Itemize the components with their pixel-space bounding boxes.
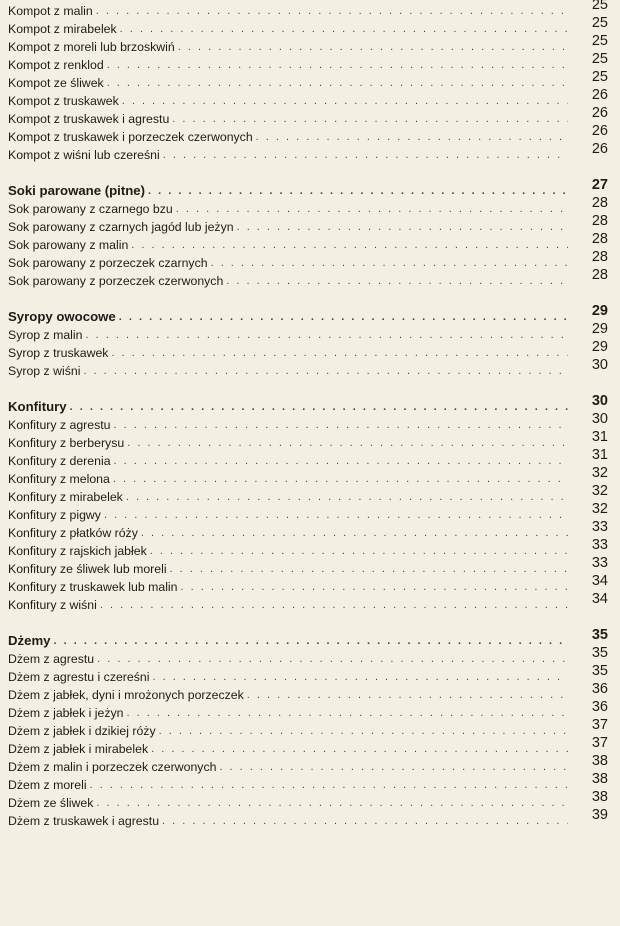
toc-entry <box>8 231 608 252</box>
section-spacer <box>8 162 608 180</box>
dot-leader <box>178 40 568 54</box>
entry-title: Kompot z truskawek i porzeczek czerwonych <box>8 130 253 144</box>
entry-title: Kompot z wiśni lub czereśni <box>8 148 160 162</box>
entry-page: 25 <box>591 0 608 13</box>
toc-entry <box>8 321 608 342</box>
section-page: 35 <box>591 627 608 643</box>
entry-title: Kompot z moreli lub brzoskwiń <box>8 40 175 54</box>
dot-leader <box>96 796 568 810</box>
entry-title: Konfitury z płatków róży <box>8 526 138 540</box>
dot-leader <box>176 202 568 216</box>
entry-title: Konfitury z agrestu <box>8 418 111 432</box>
toc-entry <box>8 195 608 216</box>
entry-page: 33 <box>591 555 608 571</box>
dot-leader <box>256 130 568 144</box>
section-page: 27 <box>591 177 608 193</box>
toc-entry <box>8 15 608 36</box>
toc-section-heading <box>8 303 608 324</box>
toc-entry <box>8 87 608 108</box>
toc-entry <box>8 537 608 558</box>
toc-entry <box>8 645 608 666</box>
toc-entry <box>8 33 608 54</box>
entry-page: 25 <box>591 15 608 31</box>
entry-title: Dżem z truskawek i agrestu <box>8 814 160 828</box>
dot-leader <box>162 814 568 828</box>
toc-entry <box>8 771 608 792</box>
entry-page: 30 <box>591 411 608 427</box>
entry-page: 26 <box>591 105 608 121</box>
section-spacer <box>8 612 608 630</box>
entry-page: 26 <box>591 141 608 157</box>
dot-leader <box>170 562 568 576</box>
section-page: 30 <box>591 393 608 409</box>
dot-leader <box>150 544 568 558</box>
entry-page: 35 <box>591 663 608 679</box>
entry-page: 28 <box>591 195 608 211</box>
section-spacer <box>8 288 608 306</box>
dot-leader <box>219 760 568 774</box>
toc-entry <box>8 357 608 378</box>
dot-leader <box>120 22 568 36</box>
entry-title: Konfitury z melona <box>8 472 110 486</box>
entry-title: Konfitury z pigwy <box>8 508 101 522</box>
toc-entry <box>8 141 608 162</box>
dot-leader <box>113 472 568 486</box>
toc-entry <box>8 267 608 288</box>
dot-leader <box>163 148 568 162</box>
entry-title: Dżem z agrestu i czereśni <box>8 670 150 684</box>
entry-title: Sok parowany z malin <box>8 238 129 252</box>
entry-title: Konfitury z wiśni <box>8 598 97 612</box>
entry-title: Konfitury ze śliwek lub moreli <box>8 562 167 576</box>
entry-title: Syrop z wiśni <box>8 364 81 378</box>
entry-page: 34 <box>591 591 608 607</box>
toc-entry <box>8 681 608 702</box>
toc-entry <box>8 105 608 126</box>
entry-page: 38 <box>591 753 608 769</box>
entry-page: 38 <box>591 771 608 787</box>
entry-title: Kompot z truskawek i agrestu <box>8 112 170 126</box>
toc-entry <box>8 69 608 90</box>
section-title: Dżemy <box>8 633 51 648</box>
dot-leader <box>100 598 568 612</box>
dot-leader <box>90 778 568 792</box>
toc-entry <box>8 591 608 612</box>
toc-entry <box>8 213 608 234</box>
dot-leader <box>159 724 568 738</box>
toc-entry <box>8 573 608 594</box>
toc-entry <box>8 807 608 828</box>
toc-entry <box>8 483 608 504</box>
entry-page: 28 <box>591 249 608 265</box>
entry-page: 28 <box>591 213 608 229</box>
dot-leader <box>111 346 568 360</box>
entry-page: 34 <box>591 573 608 589</box>
entry-title: Sok parowany z czarnych jagód lub jeżyn <box>8 220 234 234</box>
entry-title: Syrop z truskawek <box>8 346 109 360</box>
dot-leader <box>127 436 568 450</box>
entry-title: Konfitury z mirabelek <box>8 490 123 504</box>
entry-title: Dżem z jabłek, dyni i mrożonych porzeczek <box>8 688 244 702</box>
entry-page: 36 <box>591 699 608 715</box>
dot-leader <box>83 364 568 378</box>
entry-title: Kompot ze śliwek <box>8 76 104 90</box>
dot-leader <box>114 454 568 468</box>
entry-title: Dżem z agrestu <box>8 652 95 666</box>
toc-entry <box>8 717 608 738</box>
entry-title: Sok parowany z czarnego bzu <box>8 202 173 216</box>
section-spacer <box>8 378 608 396</box>
dot-leader <box>122 94 568 108</box>
toc-entry <box>8 0 608 18</box>
toc-entry <box>8 501 608 522</box>
toc-entry <box>8 123 608 144</box>
toc-entry <box>8 339 608 360</box>
toc-section-heading <box>8 393 608 414</box>
dot-leader <box>226 274 568 288</box>
toc-entry <box>8 51 608 72</box>
dot-leader <box>104 508 568 522</box>
dot-leader <box>131 238 568 252</box>
entry-title: Konfitury z berberysu <box>8 436 125 450</box>
entry-title: Sok parowany z porzeczek czerwonych <box>8 274 224 288</box>
dot-leader <box>172 112 568 126</box>
entry-page: 33 <box>591 519 608 535</box>
entry-page: 26 <box>591 87 608 103</box>
entry-title: Kompot z truskawek <box>8 94 119 108</box>
dot-leader <box>247 688 568 702</box>
entry-page: 38 <box>591 789 608 805</box>
toc-entry <box>8 519 608 540</box>
toc-entry <box>8 447 608 468</box>
dot-leader <box>119 310 568 324</box>
entry-page: 32 <box>591 483 608 499</box>
dot-leader <box>97 652 568 666</box>
dot-leader <box>107 76 568 90</box>
dot-leader <box>181 580 569 594</box>
toc-entry <box>8 735 608 756</box>
toc-entry <box>8 789 608 810</box>
table-of-contents <box>8 0 608 828</box>
dot-leader <box>141 526 568 540</box>
entry-title: Konfitury z rajskich jabłek <box>8 544 147 558</box>
dot-leader <box>96 4 568 18</box>
entry-title: Kompot z renklod <box>8 58 104 72</box>
entry-page: 29 <box>591 339 608 355</box>
entry-page: 32 <box>591 465 608 481</box>
toc-entry <box>8 411 608 432</box>
entry-page: 37 <box>591 735 608 751</box>
entry-title: Dżem z moreli <box>8 778 87 792</box>
section-title: Konfitury <box>8 399 67 414</box>
entry-page: 31 <box>591 429 608 445</box>
dot-leader <box>237 220 568 234</box>
entry-title: Konfitury z derenia <box>8 454 111 468</box>
dot-leader <box>211 256 568 270</box>
entry-title: Dżem z jabłek i dzikiej róży <box>8 724 156 738</box>
entry-title: Kompot z mirabelek <box>8 22 117 36</box>
dot-leader <box>127 706 569 720</box>
entry-page: 30 <box>591 357 608 373</box>
toc-entry <box>8 663 608 684</box>
entry-page: 33 <box>591 537 608 553</box>
entry-title: Dżem z jabłek i jeżyn <box>8 706 124 720</box>
section-title: Soki parowane (pitne) <box>8 183 146 198</box>
toc-section-heading <box>8 177 608 198</box>
toc-entry <box>8 555 608 576</box>
toc-section-heading <box>8 627 608 648</box>
dot-leader <box>148 184 568 198</box>
entry-title: Dżem z malin i porzeczek czerwonych <box>8 760 217 774</box>
entry-page: 28 <box>591 267 608 283</box>
entry-page: 36 <box>591 681 608 697</box>
entry-title: Konfitury z truskawek lub malin <box>8 580 178 594</box>
entry-page: 37 <box>591 717 608 733</box>
entry-page: 26 <box>591 123 608 139</box>
toc-entry <box>8 249 608 270</box>
toc-entry <box>8 429 608 450</box>
entry-page: 32 <box>591 501 608 517</box>
dot-leader <box>126 490 568 504</box>
dot-leader <box>86 328 569 342</box>
entry-page: 28 <box>591 231 608 247</box>
entry-page: 25 <box>591 51 608 67</box>
toc-entry <box>8 753 608 774</box>
entry-title: Dżem ze śliwek <box>8 796 94 810</box>
dot-leader <box>54 634 568 648</box>
entry-page: 29 <box>591 321 608 337</box>
section-title: Syropy owocowe <box>8 309 116 324</box>
toc-entry <box>8 465 608 486</box>
dot-leader <box>152 670 568 684</box>
entry-title: Kompot z malin <box>8 4 93 18</box>
dot-leader <box>70 400 568 414</box>
entry-title: Dżem z jabłek i mirabelek <box>8 742 149 756</box>
dot-leader <box>107 58 568 72</box>
dot-leader <box>114 418 568 432</box>
toc-entry <box>8 699 608 720</box>
entry-page: 39 <box>591 807 608 823</box>
dot-leader <box>151 742 568 756</box>
entry-page: 35 <box>591 645 608 661</box>
entry-page: 25 <box>591 33 608 49</box>
section-page: 29 <box>591 303 608 319</box>
entry-title: Syrop z malin <box>8 328 83 342</box>
entry-page: 25 <box>591 69 608 85</box>
entry-title: Sok parowany z porzeczek czarnych <box>8 256 208 270</box>
entry-page: 31 <box>591 447 608 463</box>
